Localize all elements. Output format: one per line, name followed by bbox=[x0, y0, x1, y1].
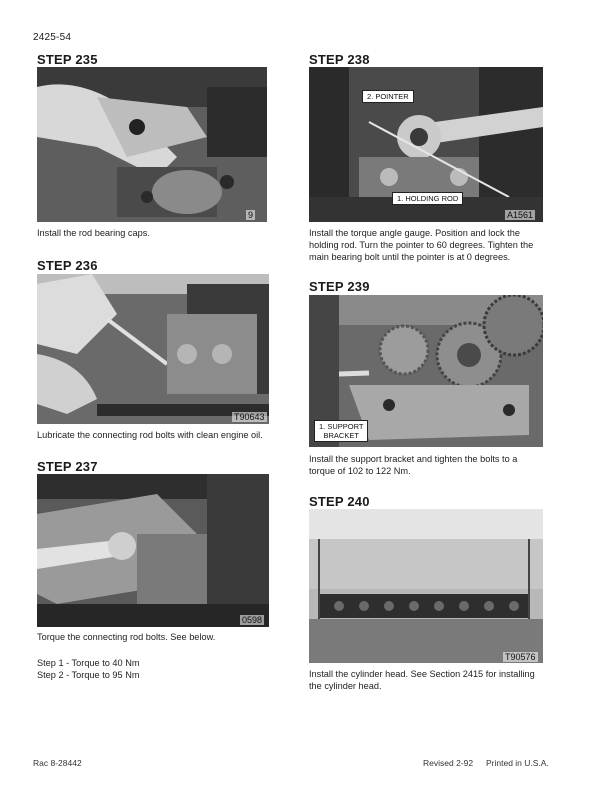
step-235-caption: Install the rod bearing caps. bbox=[37, 228, 150, 238]
step-240-title: STEP 240 bbox=[309, 494, 370, 509]
footer-printed: Printed in U.S.A. bbox=[486, 758, 549, 768]
step-235-photo bbox=[37, 67, 267, 222]
step-235-figure-number: 9 bbox=[248, 210, 254, 220]
page-code: 2425-54 bbox=[33, 32, 72, 43]
step-238-title: STEP 238 bbox=[309, 52, 370, 67]
step-236-photo bbox=[37, 274, 269, 424]
step-237-figure-number: 0598 bbox=[242, 615, 263, 625]
step-238-callout-holding-rod: 1. HOLDING ROD bbox=[392, 192, 463, 205]
step-239-callout-support-bracket: 1. SUPPORT BRACKET bbox=[314, 420, 368, 442]
step-238-callout-pointer: 2. POINTER bbox=[362, 90, 414, 103]
step-240-caption: Install the cylinder head. See Section 2415 for installing the cylinder head. bbox=[309, 669, 535, 691]
step-238-figure-number: A1561 bbox=[507, 210, 534, 220]
step-236-figure-number: T90643 bbox=[234, 412, 265, 422]
step-237-photo bbox=[37, 474, 269, 627]
step-237-caption: Torque the connecting rod bolts. See below. bbox=[37, 632, 216, 642]
step-237-note-2: Step 2 - Torque to 95 Nm bbox=[37, 670, 140, 680]
step-236-title: STEP 236 bbox=[37, 258, 98, 273]
step-238-caption: Install the torque angle gauge. Position and lock the holding rod. Turn the pointer to 60 degrees. Tighten the main bearing bolt until the pointer is at 0 degrees. bbox=[309, 228, 534, 262]
step-237-title: STEP 237 bbox=[37, 459, 98, 474]
footer-part-number: Rac 8-28442 bbox=[33, 758, 82, 768]
footer-revised: Revised 2-92 bbox=[423, 758, 474, 768]
step-239-title: STEP 239 bbox=[309, 279, 370, 294]
step-235-title: STEP 235 bbox=[37, 52, 98, 67]
step-240-photo bbox=[309, 509, 543, 663]
step-236-caption: Lubricate the connecting rod bolts with clean engine oil. bbox=[37, 430, 263, 440]
step-240-figure-number: T90576 bbox=[505, 652, 536, 662]
step-239-caption: Install the support bracket and tighten the bolts to a torque of 102 to 122 Nm. bbox=[309, 454, 518, 476]
step-237-note-1: Step 1 - Torque to 40 Nm bbox=[37, 658, 140, 668]
